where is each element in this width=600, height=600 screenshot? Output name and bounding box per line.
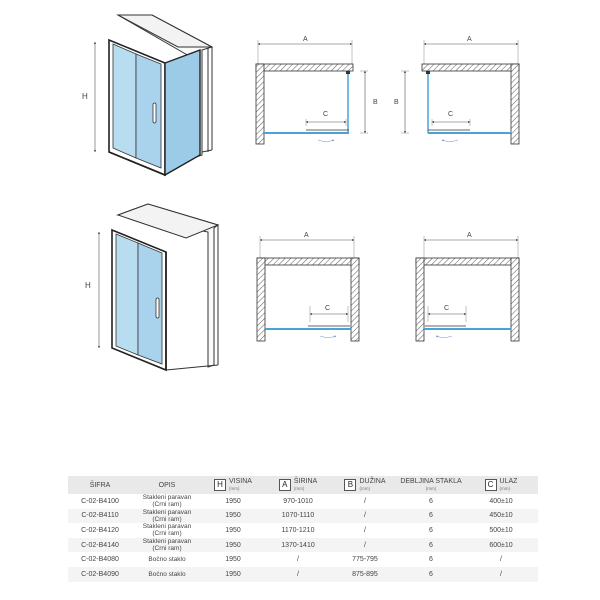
th-glass-label: DEBLJINA STAKLA: [400, 478, 462, 485]
plan-alcove-right: [257, 232, 359, 341]
plan1-c-label: C: [323, 111, 329, 118]
cell-desc: Stakleni paravan (Crni ram): [132, 509, 202, 524]
depth-symbol-icon: B: [344, 479, 356, 491]
cell-depth: /: [332, 509, 398, 524]
plan1-a-label: A: [303, 36, 308, 43]
plan3-c-label: C: [325, 305, 331, 312]
cell-code: C-02-B4100: [81, 497, 119, 505]
plan2-a-label: A: [467, 36, 472, 43]
cell-glass: 6: [398, 567, 464, 582]
plan-corner-right: [256, 36, 378, 144]
cell-code: C-02-B4090: [68, 567, 132, 582]
th-entrance: C ULAZ (mm): [464, 476, 538, 494]
cell-height: 1950: [202, 509, 264, 524]
th-desc: OPIS: [132, 476, 202, 494]
cell-depth: /: [332, 538, 398, 553]
table-row: [68, 552, 538, 567]
table-header-row: [68, 476, 538, 494]
th-glass: DEBLJINA STAKLA (mm): [398, 476, 464, 494]
th-width-label: ŠIRINA: [293, 478, 318, 485]
table-row: [68, 567, 538, 582]
cell-glass: 6: [429, 497, 433, 505]
th-entrance-label: ULAZ: [499, 478, 518, 485]
cell-width: 970-1010: [283, 497, 313, 505]
table-row: [68, 494, 538, 509]
table-row: [68, 538, 538, 553]
iso-alcove-enclosure: [85, 204, 218, 370]
th-height: H VISINA (mm): [202, 476, 264, 494]
plan4-a-label: A: [467, 232, 472, 239]
cell-desc: Bočno staklo: [148, 556, 186, 564]
plan1-b-label: B: [373, 99, 378, 106]
entrance-symbol-icon: C: [485, 479, 497, 491]
height-symbol-icon: H: [214, 479, 226, 491]
cell-desc: Stakleni paravan (Crni ram): [142, 523, 192, 538]
cell-code: C-02-B4120: [81, 526, 119, 534]
th-height-label: VISINA: [229, 478, 252, 485]
cell-width: /: [297, 556, 299, 564]
plan-corner-left: [394, 36, 519, 144]
cell-width: /: [264, 567, 332, 582]
cell-height: 1950: [202, 538, 264, 553]
cell-glass: 6: [429, 556, 433, 564]
cell-height: 1950: [202, 567, 264, 582]
th-depth-label: DUŽINA: [359, 478, 386, 485]
cell-glass: 6: [398, 538, 464, 553]
plan2-c-label: C: [448, 111, 454, 118]
iso1-h-label: H: [82, 92, 88, 101]
cell-desc: Bočno staklo: [132, 567, 202, 582]
th-width: A ŠIRINA (mm): [264, 476, 332, 494]
cell-entrance: 500±10: [489, 526, 513, 534]
cell-entrance: 450±10: [464, 509, 538, 524]
cell-code: C-02-B4110: [68, 509, 132, 524]
cell-desc: Stakleni paravan (Crni ram): [132, 538, 202, 553]
plan4-c-label: C: [444, 305, 450, 312]
th-depth: B DUŽINA (mm): [332, 476, 398, 494]
iso-corner-enclosure: [82, 15, 212, 175]
cell-height: 1950: [225, 556, 241, 564]
cell-code: C-02-B4140: [68, 538, 132, 553]
cell-width: 1170-1210: [281, 526, 315, 534]
cell-width: 1070-1110: [264, 509, 332, 524]
plan2-b-label: B: [394, 99, 399, 106]
cell-entrance: /: [500, 556, 502, 564]
cell-glass: 6: [429, 526, 433, 534]
cell-height: 1950: [225, 497, 241, 505]
table-row: [68, 509, 538, 524]
width-symbol-icon: A: [279, 479, 291, 491]
plan3-a-label: A: [304, 232, 309, 239]
th-code: ŠIFRA: [68, 476, 132, 494]
cell-desc: Stakleni paravan (Crni ram): [142, 494, 192, 509]
cell-depth: /: [364, 497, 366, 505]
cell-width: 1370-1410: [264, 538, 332, 553]
cell-depth: 875-895: [332, 567, 398, 582]
cell-glass: 6: [398, 509, 464, 524]
iso2-h-label: H: [85, 281, 91, 290]
cell-code: C-02-B4080: [81, 556, 119, 564]
cell-height: 1950: [225, 526, 241, 534]
cell-entrance: 400±10: [489, 497, 513, 505]
cell-entrance: 600±10: [464, 538, 538, 553]
table-row: [68, 523, 538, 538]
plan-alcove-left: [416, 232, 519, 341]
cell-entrance: /: [464, 567, 538, 582]
spec-table: [68, 476, 538, 582]
cell-depth: 775-795: [352, 556, 378, 564]
cell-depth: /: [364, 526, 366, 534]
